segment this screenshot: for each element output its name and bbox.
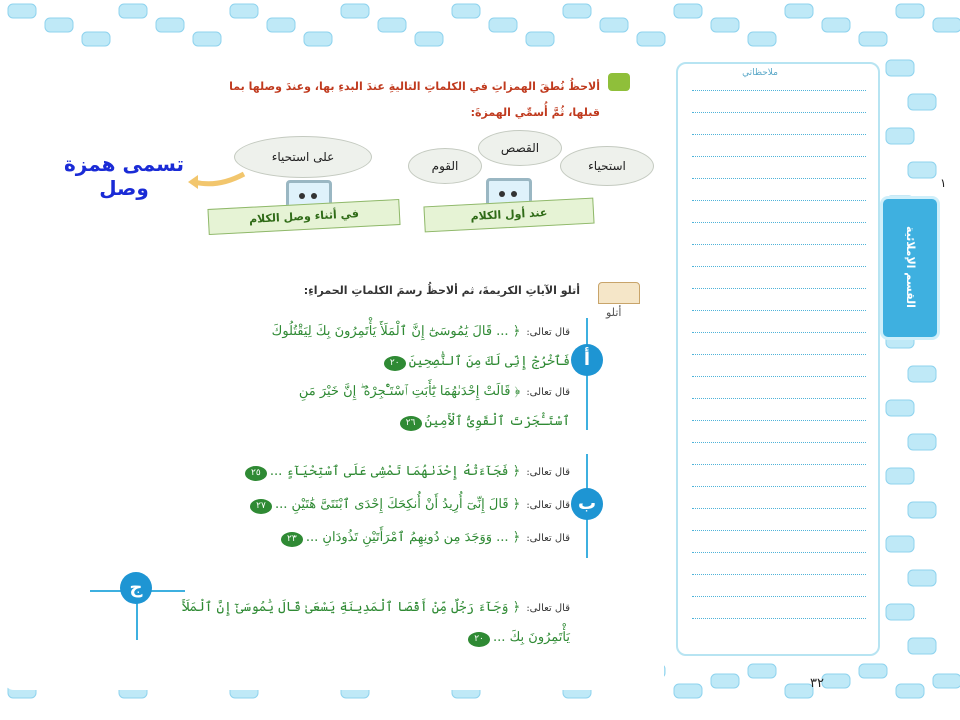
background-tile	[908, 94, 936, 110]
recite-instruction: أتلو الآياتِ الكريمةَ، ثم ألاحظُ رسمَ الكلماتِ الحمراءِ:	[303, 284, 580, 297]
verse-intro: قال تعالى:	[526, 603, 570, 614]
notes-ruled-line	[692, 222, 866, 223]
background-tile	[886, 60, 914, 76]
background-tile	[304, 32, 332, 46]
background-tile	[711, 674, 739, 688]
notes-ruled-line	[692, 266, 866, 267]
speech-bubble-ala-istihya: على استحياء	[234, 136, 372, 178]
verse-intro: قال تعالى:	[526, 533, 570, 544]
background-tile	[886, 468, 914, 484]
handwritten-line-1: تسمى همزة	[64, 152, 184, 176]
group-a-label: أ	[571, 344, 603, 376]
background-tile	[452, 4, 480, 18]
background-tile	[896, 684, 924, 698]
verse-line	[247, 497, 570, 514]
notes-ruled-line	[692, 112, 866, 113]
verse-number-badge: ٢٣	[281, 532, 303, 547]
verse-number-badge: ٢٠	[468, 632, 490, 647]
background-tile	[859, 32, 887, 46]
instruction-line-2: قبلها، ثُمَّ أُسمِّي الهمزةَ:	[470, 106, 600, 119]
verse-text: ٱسْتَـْٔجَرْتَ ٱلْقَوِىُّ ٱلْأَمِينُ	[424, 414, 570, 429]
instruction-line-1: ألاحظُ نُطقَ الهمزاتِ في الكلماتِ التاليةِ عندَ البدءِ بها، وعندَ وصلها بما	[229, 80, 600, 93]
verse-line	[182, 600, 570, 615]
background-tile	[896, 4, 924, 18]
background-tile	[822, 674, 850, 688]
page-number: ٣٢	[810, 676, 824, 691]
notes-ruled-line	[692, 354, 866, 355]
background-tile	[156, 18, 184, 32]
notes-ruled-line	[692, 464, 866, 465]
verse-text: فَٱخْرُجْ إِنِّى لَكَ مِنَ ٱلنَّٰصِحِينَ	[408, 354, 570, 369]
background-tile	[933, 18, 960, 32]
notes-ruled-line	[692, 134, 866, 135]
background-tile	[886, 536, 914, 552]
background-tile	[526, 32, 554, 46]
verse-number-badge: ٢٧	[250, 499, 272, 514]
notes-ruled-line	[692, 178, 866, 179]
verse-line	[242, 464, 570, 481]
background-tile	[230, 4, 258, 18]
notes-ruled-line	[692, 618, 866, 619]
background-tile	[908, 570, 936, 586]
background-tile	[711, 18, 739, 32]
notes-title: ملاحظاتي	[742, 68, 778, 78]
background-tile	[600, 18, 628, 32]
verse-line	[299, 384, 570, 399]
arrow-left-icon	[188, 170, 246, 190]
open-quran-icon	[598, 282, 640, 304]
verse-text: ﴿ فَجَآءَتْهُ إِحْدَىٰهُمَا تَمْشِى عَلَى ٱسْتِحْيَآءٍ ...	[269, 464, 521, 479]
background-tile	[489, 18, 517, 32]
verse-line	[397, 414, 570, 431]
speech-bubble-alqawm: القوم	[408, 148, 482, 184]
verse-number-badge: ٢٦	[400, 416, 422, 431]
background-tile	[908, 366, 936, 382]
verse-text: يَأْتَمِرُونَ بِكَ ...	[493, 630, 570, 645]
verse-line	[278, 530, 570, 547]
background-tile	[637, 32, 665, 46]
notes-ruled-line	[692, 90, 866, 91]
background-tile	[908, 502, 936, 518]
notes-ruled-line	[692, 508, 866, 509]
notes-panel	[676, 62, 880, 656]
notes-ruled-line	[692, 200, 866, 201]
background-tile	[785, 684, 813, 698]
background-tile	[886, 604, 914, 620]
verse-intro: قال تعالى:	[526, 327, 570, 338]
recite-icon-label: أتلو	[606, 306, 622, 319]
background-tile	[822, 18, 850, 32]
group-c-label: ج	[120, 572, 152, 604]
notes-ruled-line	[692, 156, 866, 157]
verse-text: ﴿ قَالَ إِنِّىٓ أُرِيدُ أَنْ أُنكِحَكَ إِحْدَى ٱبْنَتَىَّ هَٰتَيْنِ ...	[275, 497, 521, 512]
background-tile	[119, 4, 147, 18]
notes-ruled-line	[692, 530, 866, 531]
speech-bubble-alqasas: القصص	[478, 130, 562, 166]
verse-number-badge: ٢٠	[384, 356, 406, 371]
verse-line	[272, 324, 570, 339]
background-tile	[267, 18, 295, 32]
notes-ruled-line	[692, 398, 866, 399]
placard-middle-of-speech: في أثناء وصل الكلام	[207, 199, 400, 235]
notes-ruled-line	[692, 486, 866, 487]
side-tab-number: ١	[940, 176, 947, 190]
background-tile	[193, 32, 221, 46]
notes-ruled-line	[692, 596, 866, 597]
verse-text: ﴿ ... وَوَجَدَ مِن دُونِهِمُ ٱمْرَأَتَيْنِ تَذُودَانِ ...	[305, 530, 521, 545]
background-tile	[563, 4, 591, 18]
placard-start-of-speech: عند أول الكلام	[423, 198, 594, 233]
notes-ruled-line	[692, 574, 866, 575]
background-tile	[378, 18, 406, 32]
verse-number-badge: ٢٥	[245, 466, 267, 481]
notes-ruled-line	[692, 420, 866, 421]
notes-ruled-line	[692, 376, 866, 377]
background-tile	[674, 684, 702, 698]
background-tile	[674, 4, 702, 18]
handwritten-line-2: وصل	[99, 176, 149, 200]
section-side-tab	[880, 196, 940, 340]
verse-intro: قال تعالى:	[526, 500, 570, 511]
background-tile	[886, 400, 914, 416]
verse-intro: قال تعالى:	[526, 387, 570, 398]
notes-ruled-line	[692, 244, 866, 245]
background-tile	[82, 32, 110, 46]
background-tile	[785, 4, 813, 18]
speech-bubble-istihya: استحياء	[560, 146, 654, 186]
verse-text: ﴿ قَالَتْ إِحْدَىٰهُمَا يَٰٓأَبَتِ ٱسْتَـْٔجِرْهُ ۖ إِنَّ خَيْرَ مَنِ	[298, 384, 521, 399]
notes-ruled-line	[692, 442, 866, 443]
handwritten-answer	[64, 152, 184, 200]
notes-ruled-line	[692, 310, 866, 311]
background-tile	[748, 664, 776, 678]
notes-ruled-line	[692, 552, 866, 553]
verse-text: ﴿ وَجَآءَ رَجُلٌ مِّنْ أَقْصَا ٱلْمَدِينَةِ يَسْعَىٰ قَالَ يَٰمُوسَىٰٓ إِنَّ ٱلْمَلَأَ	[181, 600, 521, 615]
notes-ruled-line	[692, 332, 866, 333]
side-tab-label: القسم الإملائية	[904, 226, 917, 308]
background-tile	[886, 128, 914, 144]
background-tile	[859, 664, 887, 678]
background-tile	[933, 674, 960, 688]
verse-text: ﴿ ... قَالَ يَٰمُوسَىٰٓ إِنَّ ٱلْمَلَأَ يَأْتَمِرُونَ بِكَ لِيَقْتُلُوكَ	[271, 324, 521, 339]
verse-intro: قال تعالى:	[526, 467, 570, 478]
background-tile	[748, 32, 776, 46]
background-tile	[908, 638, 936, 654]
background-tile	[908, 434, 936, 450]
background-tile	[908, 162, 936, 178]
verse-line	[381, 354, 570, 371]
background-tile	[45, 18, 73, 32]
verse-line	[465, 630, 570, 647]
activity-badge-icon	[608, 73, 630, 91]
background-tile	[8, 4, 36, 18]
notes-ruled-line	[692, 288, 866, 289]
background-tile	[415, 32, 443, 46]
background-tile	[341, 4, 369, 18]
group-b-label: ب	[571, 488, 603, 520]
